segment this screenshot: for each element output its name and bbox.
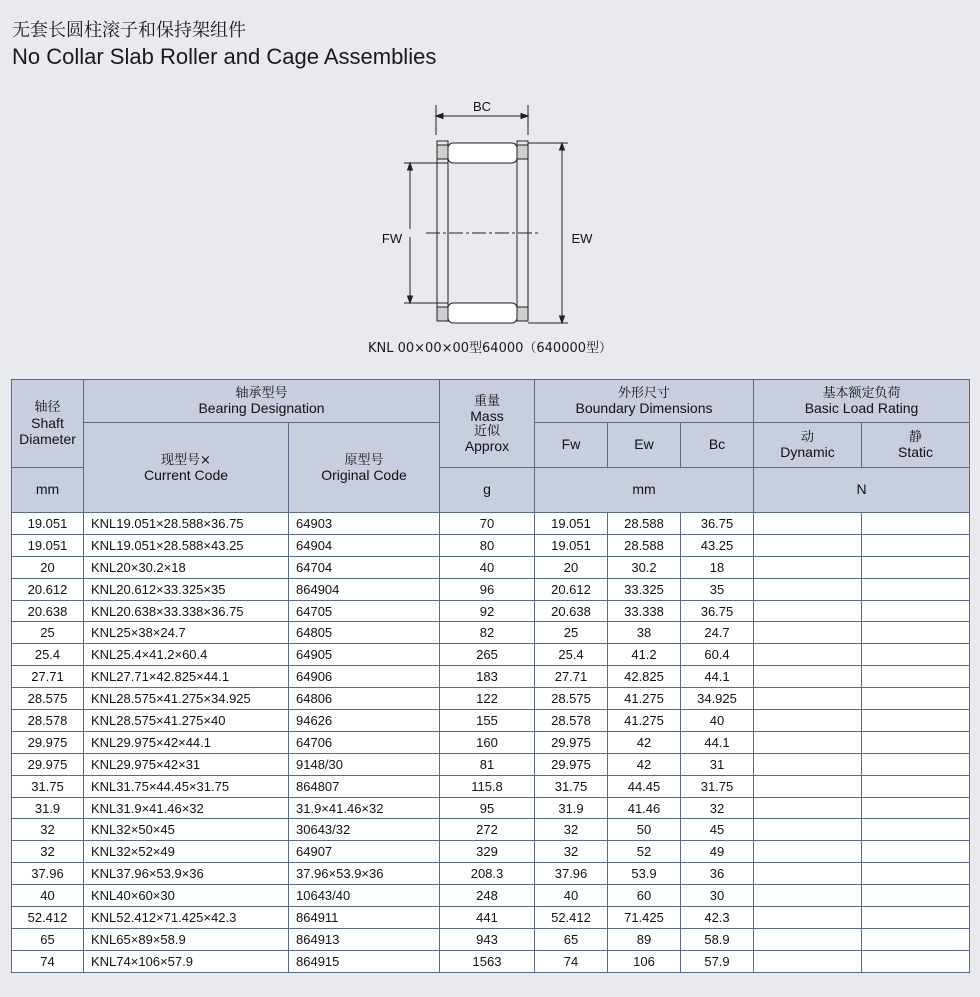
cell-dynamic [754,556,862,578]
cell-shaft-diameter: 20.612 [12,578,84,600]
table-row [12,600,970,622]
cell-static [862,644,970,666]
cell-current-code: KNL19.051×28.588×36.75 [84,513,289,535]
cell-original-code: 64704 [289,556,440,578]
cell-fw: 28.578 [535,710,608,732]
cell-ew: 28.588 [608,534,681,556]
header-shaft-diameter: 轴径 Shaft Diameter [12,380,84,468]
table-row [12,753,970,775]
cell-dynamic [754,819,862,841]
cell-original-code: 64805 [289,622,440,644]
cell-current-code: KNL20.638×33.338×36.75 [84,600,289,622]
cell-current-code: KNL25×38×24.7 [84,622,289,644]
cell-fw: 29.975 [535,753,608,775]
header-basic-load-rating: 基本额定负荷 Basic Load Rating [754,380,970,423]
cell-dynamic [754,885,862,907]
cell-mass: 272 [440,819,535,841]
unit-load: N [754,468,970,513]
table-row [12,578,970,600]
cell-original-code: 864904 [289,578,440,600]
header-boundary-dimensions: 外形尺寸 Boundary Dimensions [535,380,754,423]
table-row [12,731,970,753]
header-ew: Ew [608,423,681,468]
cell-dynamic [754,644,862,666]
cell-bc: 34.925 [681,688,754,710]
header-mass: 重量 Mass 近似 Approx [440,380,535,468]
page-title-english: No Collar Slab Roller and Cage Assemblies [12,44,437,69]
header-dynamic: 动 Dynamic [754,423,862,468]
header-original-code: 原型号 Original Code [289,423,440,513]
unit-shaft: mm [12,468,84,513]
cell-dynamic [754,622,862,644]
cell-dynamic [754,841,862,863]
cell-bc: 36.75 [681,600,754,622]
cell-static [862,950,970,972]
cell-ew: 42 [608,731,681,753]
cell-shaft-diameter: 40 [12,885,84,907]
cell-dynamic [754,688,862,710]
cell-original-code: 64904 [289,534,440,556]
cell-bc: 32 [681,797,754,819]
cell-mass: 329 [440,841,535,863]
cell-original-code: 30643/32 [289,819,440,841]
cell-mass: 81 [440,753,535,775]
cell-ew: 41.275 [608,688,681,710]
cell-shaft-diameter: 32 [12,819,84,841]
cell-dynamic [754,797,862,819]
cell-static [862,819,970,841]
cell-fw: 20.612 [535,578,608,600]
cell-current-code: KNL52.412×71.425×42.3 [84,907,289,929]
unit-boundary: mm [535,468,754,513]
cell-current-code: KNL29.975×42×31 [84,753,289,775]
cell-dynamic [754,731,862,753]
page-title-chinese: 无套长圆柱滚子和保持架组件 [12,20,246,41]
cell-current-code: KNL20×30.2×18 [84,556,289,578]
cell-current-code: KNL31.9×41.46×32 [84,797,289,819]
cell-fw: 28.575 [535,688,608,710]
cell-fw: 31.75 [535,775,608,797]
table-row [12,534,970,556]
cell-bc: 24.7 [681,622,754,644]
cell-static [862,688,970,710]
cell-dynamic [754,534,862,556]
cell-mass: 1563 [440,950,535,972]
cell-dynamic [754,907,862,929]
cell-ew: 53.9 [608,863,681,885]
cell-current-code: KNL27.71×42.825×44.1 [84,666,289,688]
cell-original-code: 864911 [289,907,440,929]
table-row [12,841,970,863]
cell-mass: 96 [440,578,535,600]
cell-shaft-diameter: 20 [12,556,84,578]
cell-original-code: 31.9×41.46×32 [289,797,440,819]
cell-ew: 42.825 [608,666,681,688]
cell-current-code: KNL32×52×49 [84,841,289,863]
cell-mass: 70 [440,513,535,535]
cell-current-code: KNL28.575×41.275×40 [84,710,289,732]
header-fw: Fw [535,423,608,468]
cell-bc: 58.9 [681,928,754,950]
cell-dynamic [754,928,862,950]
cell-ew: 89 [608,928,681,950]
cell-static [862,885,970,907]
cell-shaft-diameter: 27.71 [12,666,84,688]
cell-original-code: 64905 [289,644,440,666]
table-row [12,710,970,732]
cell-static [862,578,970,600]
cell-dynamic [754,600,862,622]
cell-current-code: KNL31.75×44.45×31.75 [84,775,289,797]
cell-mass: 82 [440,622,535,644]
unit-mass: g [440,468,535,513]
cell-static [862,556,970,578]
cell-mass: 80 [440,534,535,556]
cell-ew: 50 [608,819,681,841]
cell-original-code: 37.96×53.9×36 [289,863,440,885]
cell-fw: 37.96 [535,863,608,885]
cell-ew: 38 [608,622,681,644]
header-current-code: 现型号× Current Code [84,423,289,513]
cell-static [862,907,970,929]
cell-bc: 49 [681,841,754,863]
cell-current-code: KNL19.051×28.588×43.25 [84,534,289,556]
cell-static [862,753,970,775]
cell-dynamic [754,775,862,797]
cell-current-code: KNL40×60×30 [84,885,289,907]
cell-shaft-diameter: 28.575 [12,688,84,710]
cell-static [862,534,970,556]
cell-ew: 28.588 [608,513,681,535]
table-row [12,622,970,644]
cell-mass: 95 [440,797,535,819]
table-row [12,797,970,819]
cell-ew: 41.46 [608,797,681,819]
cell-current-code: KNL25.4×41.2×60.4 [84,644,289,666]
cell-shaft-diameter: 37.96 [12,863,84,885]
table-row [12,644,970,666]
cell-shaft-diameter: 31.9 [12,797,84,819]
cell-shaft-diameter: 31.75 [12,775,84,797]
cell-original-code: 864915 [289,950,440,972]
cell-mass: 183 [440,666,535,688]
cell-shaft-diameter: 74 [12,950,84,972]
table-row [12,819,970,841]
cell-bc: 30 [681,885,754,907]
table-row [12,928,970,950]
cell-shaft-diameter: 65 [12,928,84,950]
cell-original-code: 64806 [289,688,440,710]
table-row [12,688,970,710]
cell-shaft-diameter: 19.051 [12,513,84,535]
cell-fw: 25.4 [535,644,608,666]
cell-fw: 52.412 [535,907,608,929]
cell-static [862,513,970,535]
cell-bc: 36.75 [681,513,754,535]
cell-ew: 71.425 [608,907,681,929]
cell-fw: 31.9 [535,797,608,819]
cell-bc: 43.25 [681,534,754,556]
label-bc: BC [472,99,492,114]
cell-ew: 30.2 [608,556,681,578]
cell-fw: 19.051 [535,513,608,535]
cell-original-code: 9148/30 [289,753,440,775]
cell-current-code: KNL32×50×45 [84,819,289,841]
cell-static [862,863,970,885]
cell-original-code: 64906 [289,666,440,688]
cell-fw: 40 [535,885,608,907]
cell-bc: 31 [681,753,754,775]
table-row [12,950,970,972]
cell-shaft-diameter: 28.578 [12,710,84,732]
cell-original-code: 64903 [289,513,440,535]
cell-static [862,841,970,863]
cell-shaft-diameter: 25 [12,622,84,644]
cell-ew: 42 [608,753,681,775]
table-row [12,907,970,929]
cell-shaft-diameter: 19.051 [12,534,84,556]
cell-shaft-diameter: 25.4 [12,644,84,666]
cell-mass: 943 [440,928,535,950]
table-body [12,513,970,973]
cell-ew: 33.338 [608,600,681,622]
cell-ew: 60 [608,885,681,907]
cell-fw: 19.051 [535,534,608,556]
cell-current-code: KNL74×106×57.9 [84,950,289,972]
cell-original-code: 64907 [289,841,440,863]
cell-fw: 25 [535,622,608,644]
cell-mass: 40 [440,556,535,578]
cell-current-code: KNL65×89×58.9 [84,928,289,950]
cell-dynamic [754,753,862,775]
cell-mass: 441 [440,907,535,929]
label-fw: FW [381,231,403,246]
cell-current-code: KNL20.612×33.325×35 [84,578,289,600]
cell-mass: 248 [440,885,535,907]
table-row [12,556,970,578]
cell-original-code: 864913 [289,928,440,950]
cell-ew: 33.325 [608,578,681,600]
cell-dynamic [754,863,862,885]
cell-fw: 32 [535,841,608,863]
cell-mass: 92 [440,600,535,622]
cell-original-code: 10643/40 [289,885,440,907]
cell-mass: 155 [440,710,535,732]
cell-dynamic [754,578,862,600]
cell-mass: 265 [440,644,535,666]
cell-original-code: 64705 [289,600,440,622]
cell-bc: 57.9 [681,950,754,972]
cell-bc: 35 [681,578,754,600]
cell-fw: 20.638 [535,600,608,622]
table-row [12,885,970,907]
cell-ew: 52 [608,841,681,863]
cell-ew: 44.45 [608,775,681,797]
cell-static [862,928,970,950]
cell-shaft-diameter: 52.412 [12,907,84,929]
cell-bc: 44.1 [681,731,754,753]
cell-bc: 18 [681,556,754,578]
cell-original-code: 94626 [289,710,440,732]
cell-ew: 41.2 [608,644,681,666]
cell-static [862,710,970,732]
cell-shaft-diameter: 32 [12,841,84,863]
cell-static [862,600,970,622]
cell-mass: 160 [440,731,535,753]
cell-static [862,666,970,688]
diagram-caption: KNL 00×00×00型64000（640000型） [368,341,613,356]
cell-original-code: 864807 [289,775,440,797]
cell-ew: 41.275 [608,710,681,732]
cell-fw: 20 [535,556,608,578]
cell-ew: 106 [608,950,681,972]
cell-current-code: KNL28.575×41.275×34.925 [84,688,289,710]
label-ew: EW [571,231,593,246]
cell-bc: 60.4 [681,644,754,666]
cell-fw: 32 [535,819,608,841]
cell-static [862,622,970,644]
cell-fw: 65 [535,928,608,950]
cell-mass: 115.8 [440,775,535,797]
header-bearing-designation: 轴承型号 Bearing Designation [84,380,440,423]
header-static: 静 Static [862,423,970,468]
header-bc: Bc [681,423,754,468]
cell-current-code: KNL29.975×42×44.1 [84,731,289,753]
cell-bc: 45 [681,819,754,841]
cell-shaft-diameter: 29.975 [12,731,84,753]
specification-table [11,379,970,973]
table-row [12,775,970,797]
cell-bc: 31.75 [681,775,754,797]
cell-shaft-diameter: 29.975 [12,753,84,775]
cell-fw: 74 [535,950,608,972]
cell-fw: 27.71 [535,666,608,688]
table-row [12,513,970,535]
cell-current-code: KNL37.96×53.9×36 [84,863,289,885]
roller-cage-diagram [370,95,610,335]
cell-bc: 42.3 [681,907,754,929]
cell-shaft-diameter: 20.638 [12,600,84,622]
cell-mass: 208.3 [440,863,535,885]
cell-mass: 122 [440,688,535,710]
cell-fw: 29.975 [535,731,608,753]
table-row [12,666,970,688]
cell-original-code: 64706 [289,731,440,753]
cell-dynamic [754,666,862,688]
table-row [12,863,970,885]
cell-bc: 40 [681,710,754,732]
cell-dynamic [754,950,862,972]
cell-dynamic [754,513,862,535]
cell-dynamic [754,710,862,732]
cell-static [862,775,970,797]
cell-static [862,797,970,819]
cell-static [862,731,970,753]
cell-bc: 36 [681,863,754,885]
cell-bc: 44.1 [681,666,754,688]
